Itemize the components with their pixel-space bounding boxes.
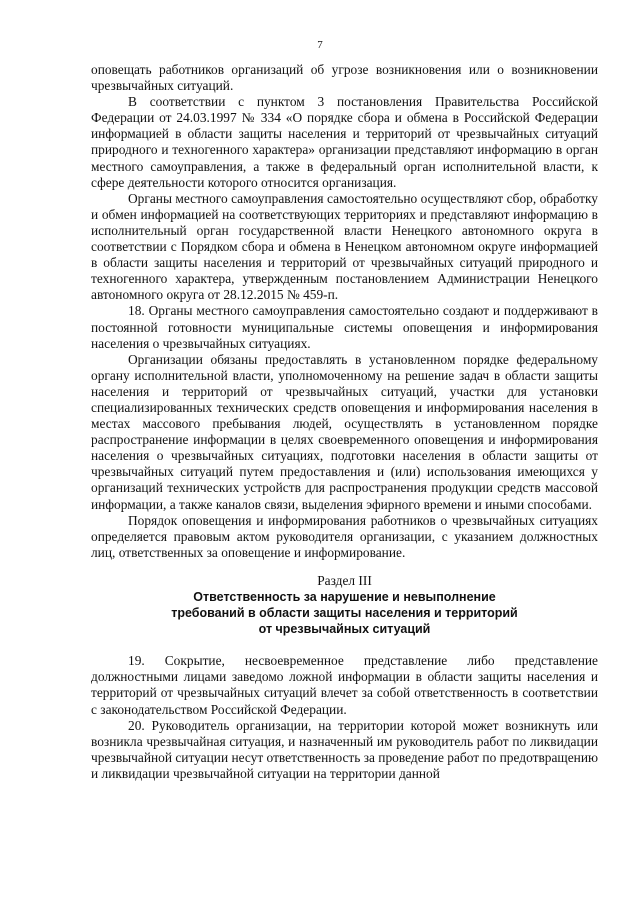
document-body: [91, 62, 598, 782]
section-title-line: от чрезвычайных ситуаций: [258, 622, 431, 637]
paragraphs-after-section: [91, 653, 598, 782]
paragraph: Порядок оповещения и информирования работников о чрезвычайных ситуациях определяется правовым актом руководителя организации, с указанием должностных лиц, ответственных за оповещение и информирование.: [91, 512, 598, 560]
page-number: 7: [317, 39, 323, 51]
paragraph: 20. Руководитель организации, на территории которой может возникнуть или возникла чрезвычайная ситуация, и назначенный им руководитель работ по ликвидации чрезвычайной ситуации несут ответственность за проведение работ по предотвращению и ликвидации чрезвычайной ситуации на территории данной: [91, 717, 598, 781]
paragraph: Органы местного самоуправления самостоятельно осуществляют сбор, обработку и обмен информацией на соответствующих территориях и представляют информацию в исполнительный орган государственной власти Ненецкого автономного округа в соответствии с Порядком сбора и обмена в Ненецком автономном округе информацией в области защиты населения и территорий от чрезвычайных ситуаций природного и техногенного характера, утвержденным постановлением Администрации Ненецкого автономного округа от 28.12.2015 № 459-п.: [91, 190, 598, 303]
section-title: [91, 589, 598, 637]
section-label: Раздел III: [317, 572, 372, 588]
section-title-line: Ответственность за нарушение и невыполнение: [193, 590, 496, 604]
section-title-line: требований в области защиты населения и территорий: [171, 606, 518, 621]
paragraph: Организации обязаны предоставлять в установленном порядке федеральному органу исполнительной власти, уполномоченному на решение задач в области защиты населения и территорий от чрезвычайных ситуаций, участки для установки специализированных технических средств оповещения и информирования населения в местах массового пребывания людей, осуществлять в установленном порядке распространение информации в целях своевременного оповещения и информирования населения о чрезвычайных ситуациях, подготовки населения в области защиты от чрезвычайных ситуаций путем предоставления и (или) использования имеющихся у организаций технических устройств для распространения продукции средств массовой информации, а также каналов связи, выделения эфирного времени и иными способами.: [91, 351, 598, 512]
paragraph: 19. Сокрытие, несвоевременное представление либо представление должностными лицами заведомо ложной информации в области защиты населения и территорий от чрезвычайных ситуаций влечет за собой ответственность в соответствии с законодательством Российской Федерации.: [91, 653, 598, 717]
paragraph: оповещать работников организаций об угрозе возникновения или о возникновении чрезвычайных ситуаций.: [91, 62, 598, 94]
paragraph: 18. Органы местного самоуправления самостоятельно создают и поддерживают в постоянной готовности муниципальные системы оповещения и информирования населения о чрезвычайных ситуациях.: [91, 303, 598, 351]
paragraph: В соответствии с пунктом 3 постановления Правительства Российской Федерации от 24.03.1997 № 334 «О порядке сбора и обмена в Российской Федерации информацией в области защиты населения и территорий от чрезвычайных ситуаций природного и техногенного характера» организации представляют информацию в орган местного самоуправления, а также в федеральный орган исполнительной власти, к сфере деятельности которого относится организация.: [91, 94, 598, 190]
paragraphs-before-section: [91, 62, 598, 561]
